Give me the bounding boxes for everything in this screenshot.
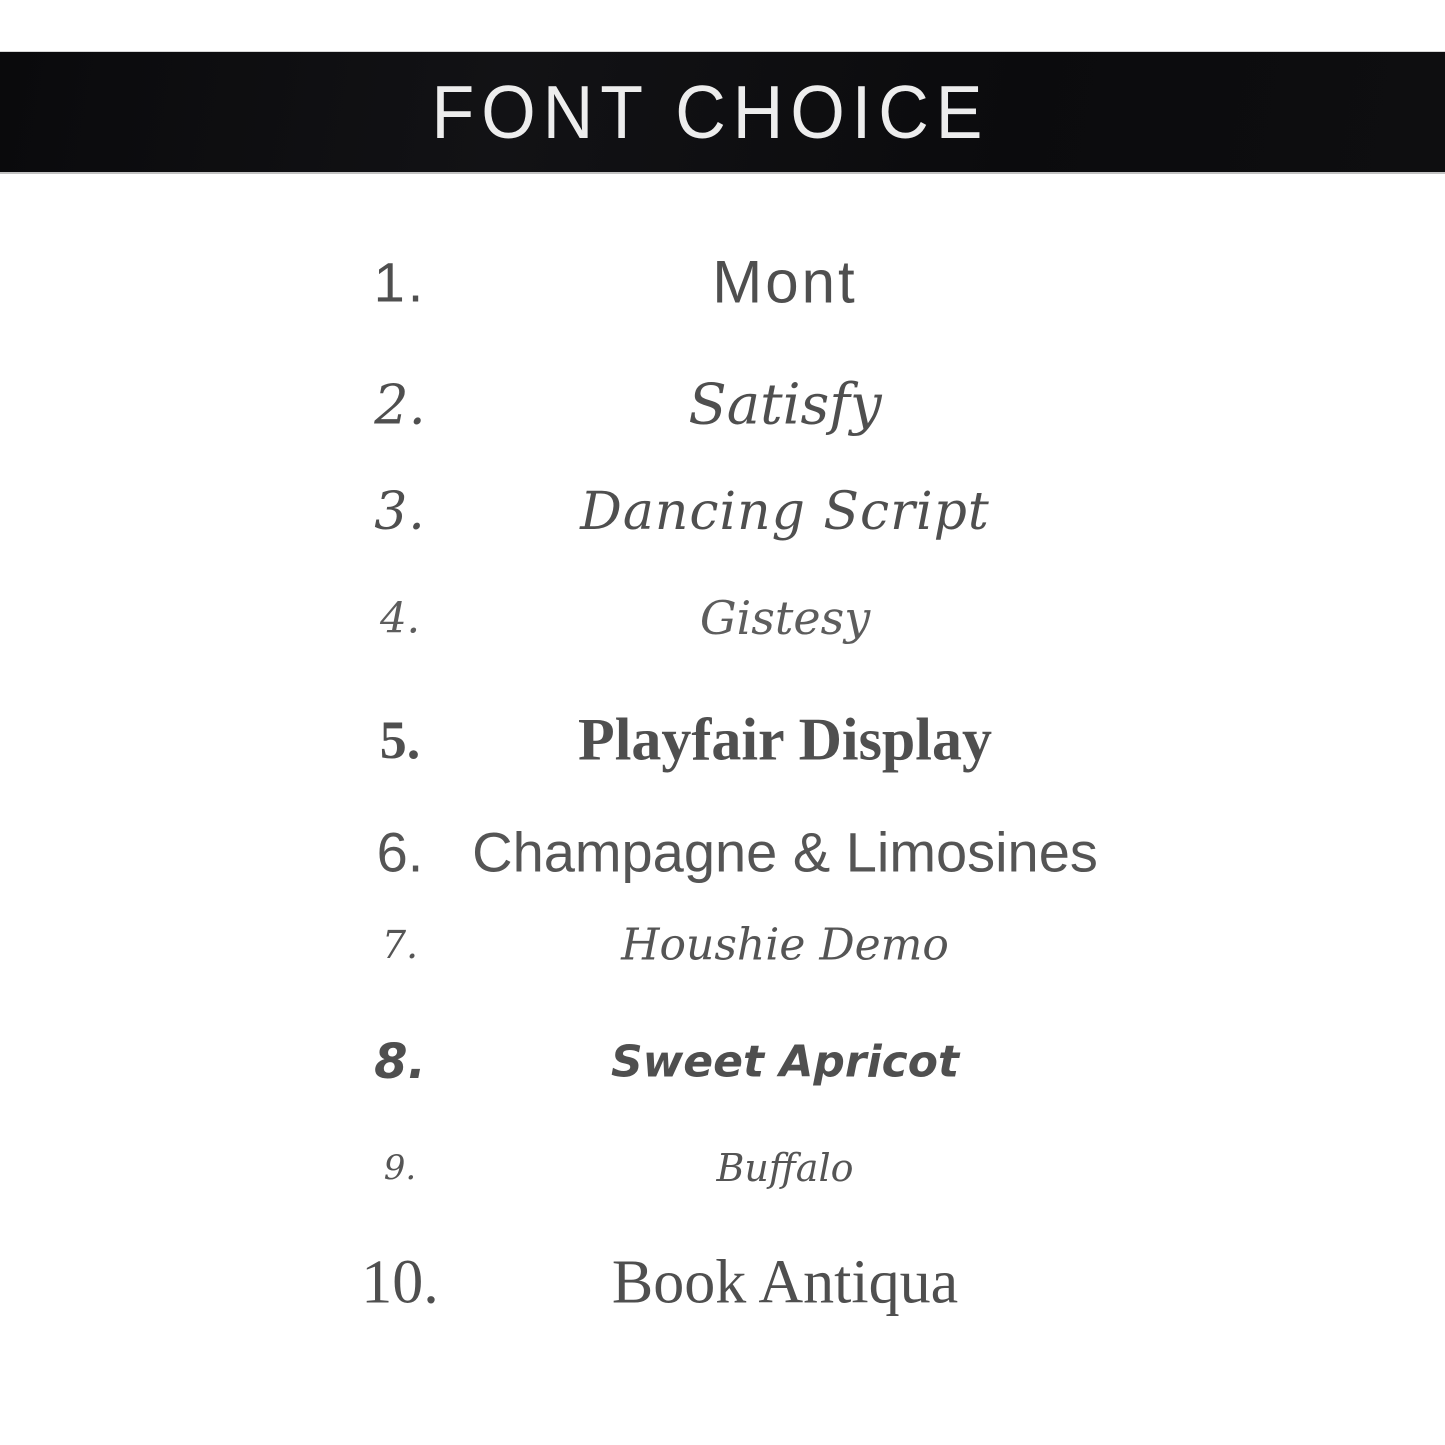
font-list-item [0, 232, 1445, 332]
font-item-number: 4. [379, 593, 421, 643]
font-item-name: Champagne & Limosines [472, 820, 1098, 884]
font-list-item [0, 462, 1445, 562]
font-item-name: Book Antiqua [611, 1248, 959, 1317]
font-list-item [0, 355, 1445, 455]
font-item-name: Dancing Script [580, 482, 990, 542]
font-item-number: 10. [361, 1248, 439, 1317]
font-item-number: 7. [381, 923, 419, 967]
font-item-number: 2. [374, 373, 426, 437]
font-list-item [0, 895, 1445, 995]
font-item-name: Gistesy [699, 591, 871, 645]
font-item-number: 1. [373, 250, 427, 314]
font-item-name: Playfair Display [578, 706, 992, 773]
font-item-number: 8. [374, 1034, 426, 1090]
font-list-item [0, 568, 1445, 668]
font-item-number: 6. [376, 820, 424, 884]
font-item-number: 3. [374, 482, 426, 542]
font-item-name: Mont [712, 248, 858, 316]
font-item-name: Buffalo [716, 1146, 854, 1190]
font-list-item [0, 1233, 1445, 1333]
font-list-item [0, 802, 1445, 902]
font-list-item [0, 690, 1445, 790]
font-item-number: 5. [379, 710, 421, 770]
font-item-name: Houshie Demo [621, 919, 949, 971]
font-item-name: Sweet Apricot [610, 1036, 960, 1088]
page-title: FONT CHOICE [431, 69, 990, 155]
font-item-name: Satisfy [688, 372, 882, 438]
font-list-item [0, 1118, 1445, 1218]
font-list-item [0, 1012, 1445, 1112]
font-item-number: 9. [383, 1148, 417, 1188]
